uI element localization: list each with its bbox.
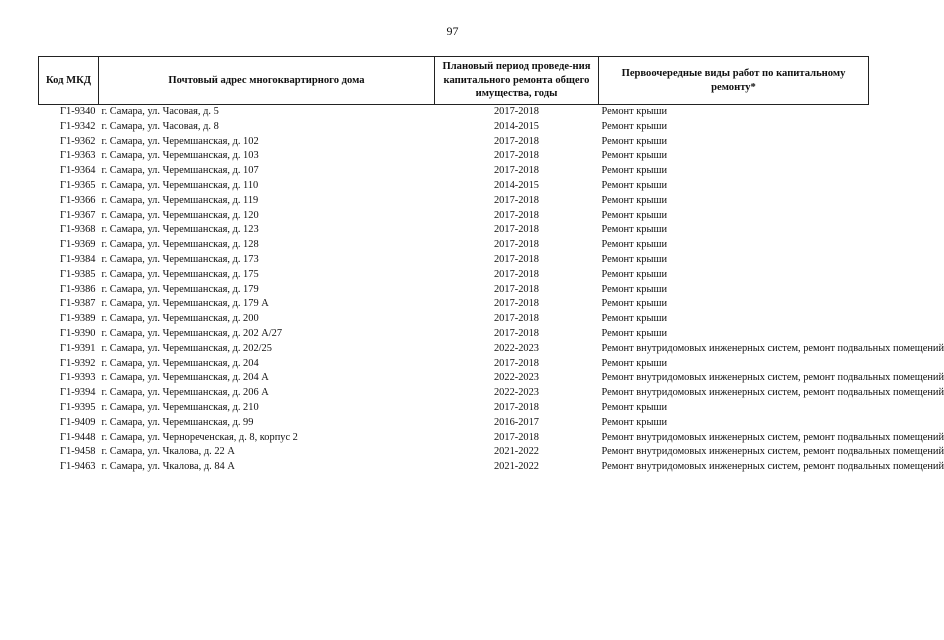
table-row [39,223,869,238]
cell-address: г. Самара, ул. Черемшанская, д. 120 [101,209,259,221]
table-row [39,149,869,164]
header-works: Первоочередные виды работ по капитальному ремонту* [599,57,869,105]
table-header [39,57,869,105]
cell-address: г. Самара, ул. Черемшанская, д. 204 А [101,372,269,384]
table-row [39,357,869,372]
repair-schedule-table [38,56,944,475]
cell-code: Г1-9458 [60,446,96,458]
cell-period: 2014-2015 [493,179,540,191]
cell-code: Г1-9393 [60,372,96,384]
cell-period: 2017-2018 [493,283,540,295]
cell-period: 2017-2018 [493,313,540,325]
cell-address: г. Самара, ул. Черноречeнская, д. 8, корпус 2 [101,431,298,443]
cell-works: Ремонт крыши [601,416,668,428]
cell-code: Г1-9365 [60,179,96,191]
cell-code: Г1-9367 [60,209,96,221]
cell-code: Г1-9386 [60,283,96,295]
cell-address: г. Самара, ул. Черемшанская, д. 103 [101,150,259,162]
cell-address: г. Самара, ул. Черемшанская, д. 99 [101,416,254,428]
cell-works: Ремонт крыши [601,165,668,177]
cell-address: г. Самара, ул. Черемшанская, д. 179 [101,283,259,295]
cell-works: Ремонт внутридомовых инженерных систем, ремонт подвальных помещений [601,372,944,384]
cell-address: г. Самара, ул. Часовая, д. 8 [101,120,219,132]
page-number: 97 [446,24,459,38]
table-row [39,209,869,224]
cell-address: г. Самара, ул. Черемшанская, д. 123 [101,224,259,236]
cell-period: 2017-2018 [493,135,540,147]
cell-code: Г1-9384 [60,253,96,265]
cell-address: г. Самара, ул. Черемшанская, д. 110 [101,179,259,191]
cell-address: г. Самара, ул. Черемшанская, д. 107 [101,165,259,177]
cell-works: Ремонт крыши [601,120,668,132]
table-row [39,401,869,416]
table-row [39,164,869,179]
cell-code: Г1-9385 [60,268,96,280]
cell-period: 2017-2018 [493,165,540,177]
table-row [39,179,869,194]
cell-code: Г1-9395 [60,401,96,413]
cell-address: г. Самара, ул. Черемшанская, д. 204 [101,357,259,369]
table-row [39,253,869,268]
cell-works: Ремонт крыши [601,313,668,325]
table-row [39,431,869,446]
cell-address: г. Самара, ул. Чкалова, д. 22 А [101,446,235,458]
cell-address: г. Самара, ул. Черемшанская, д. 173 [101,253,259,265]
cell-period: 2017-2018 [493,150,540,162]
cell-works: Ремонт крыши [601,327,668,339]
cell-address: г. Самара, ул. Черемшанская, д. 200 [101,313,259,325]
cell-code: Г1-9342 [60,120,96,132]
cell-works: Ремонт внутридомовых инженерных систем, ремонт подвальных помещений [601,461,944,473]
cell-address: г. Самара, ул. Чкалова, д. 84 А [101,461,235,473]
table-row [39,312,869,327]
header-code: Код МКД [39,57,99,105]
cell-code: Г1-9340 [60,106,96,117]
cell-period: 2017-2018 [493,298,540,310]
table-row [39,268,869,283]
table-row [39,194,869,209]
cell-code: Г1-9409 [60,416,96,428]
cell-code: Г1-9463 [60,461,96,473]
table-row [39,283,869,298]
cell-period: 2017-2018 [493,239,540,251]
cell-code: Г1-9368 [60,224,96,236]
cell-address: г. Самара, ул. Черемшанская, д. 210 [101,401,259,413]
cell-period: 2017-2018 [493,357,540,369]
cell-works: Ремонт крыши [601,268,668,280]
cell-works: Ремонт крыши [601,179,668,191]
table-row [39,135,869,150]
table-row [39,297,869,312]
table-row [39,386,869,401]
cell-works: Ремонт крыши [601,283,668,295]
table-row [39,105,869,120]
cell-period: 2017-2018 [493,194,540,206]
cell-address: г. Самара, ул. Черемшанская, д. 179 А [101,298,269,310]
cell-code: Г1-9369 [60,239,96,251]
cell-works: Ремонт крыши [601,357,668,369]
table-row [39,371,869,386]
cell-code: Г1-9448 [60,431,96,443]
table-row [39,342,869,357]
cell-period: 2021-2022 [493,461,540,473]
table-row [39,238,869,253]
header-address: Почтовый адрес многоквартирного дома [99,57,435,105]
table-row [39,416,869,431]
cell-works: Ремонт крыши [601,135,668,147]
cell-period: 2016-2017 [493,416,540,428]
cell-works: Ремонт крыши [601,239,668,251]
cell-code: Г1-9363 [60,150,96,162]
cell-period: 2017-2018 [493,253,540,265]
cell-period: 2017-2018 [493,224,540,236]
cell-address: г. Самара, ул. Черемшанская, д. 119 [101,194,259,206]
cell-works: Ремонт крыши [601,106,668,117]
cell-period: 2021-2022 [493,446,540,458]
cell-period: 2017-2018 [493,268,540,280]
cell-code: Г1-9394 [60,387,96,399]
cell-period: 2014-2015 [493,120,540,132]
cell-works: Ремонт крыши [601,298,668,310]
cell-address: г. Самара, ул. Черемшанская, д. 128 [101,239,259,251]
cell-address: г. Самара, ул. Черемшанская, д. 202/25 [101,342,272,354]
header-row [39,57,869,105]
cell-period: 2017-2018 [493,209,540,221]
cell-works: Ремонт крыши [601,253,668,265]
cell-period: 2022-2023 [493,387,540,399]
cell-code: Г1-9392 [60,357,96,369]
table-row [39,445,869,460]
cell-works: Ремонт крыши [601,401,668,413]
cell-period: 2017-2018 [493,431,540,443]
cell-period: 2017-2018 [493,401,540,413]
cell-code: Г1-9387 [60,298,96,310]
cell-period: 2022-2023 [493,372,540,384]
cell-works: Ремонт внутридомовых инженерных систем, ремонт подвальных помещений [601,342,944,354]
header-period: Плановый период проведе-ния капитального ремонта общего имущества, годы [435,57,599,105]
cell-address: г. Самара, ул. Черемшанская, д. 175 [101,268,259,280]
cell-code: Г1-9391 [60,342,96,354]
cell-address: г. Самара, ул. Черемшанская, д. 202 А/27 [101,327,283,339]
cell-period: 2017-2018 [493,327,540,339]
cell-works: Ремонт внутридомовых инженерных систем, ремонт подвальных помещений [601,387,944,399]
table-row [39,120,869,135]
cell-works: Ремонт крыши [601,194,668,206]
cell-code: Г1-9389 [60,313,96,325]
cell-code: Г1-9362 [60,135,96,147]
table-row [39,327,869,342]
cell-address: г. Самара, ул. Черемшанская, д. 102 [101,135,259,147]
table-row [39,460,869,475]
cell-code: Г1-9390 [60,327,96,339]
cell-works: Ремонт внутридомовых инженерных систем, ремонт подвальных помещений [601,446,944,458]
cell-period: 2022-2023 [493,342,540,354]
cell-works: Ремонт крыши [601,224,668,236]
cell-address: г. Самара, ул. Черемшанская, д. 206 А [101,387,269,399]
cell-period: 2017-2018 [493,106,540,117]
cell-code: Г1-9364 [60,165,96,177]
cell-works: Ремонт крыши [601,209,668,221]
cell-address: г. Самара, ул. Часовая, д. 5 [101,106,219,117]
table-body [39,105,944,475]
cell-code: Г1-9366 [60,194,96,206]
cell-works: Ремонт крыши [601,150,668,162]
cell-works: Ремонт внутридомовых инженерных систем, ремонт подвальных помещений [601,431,944,443]
